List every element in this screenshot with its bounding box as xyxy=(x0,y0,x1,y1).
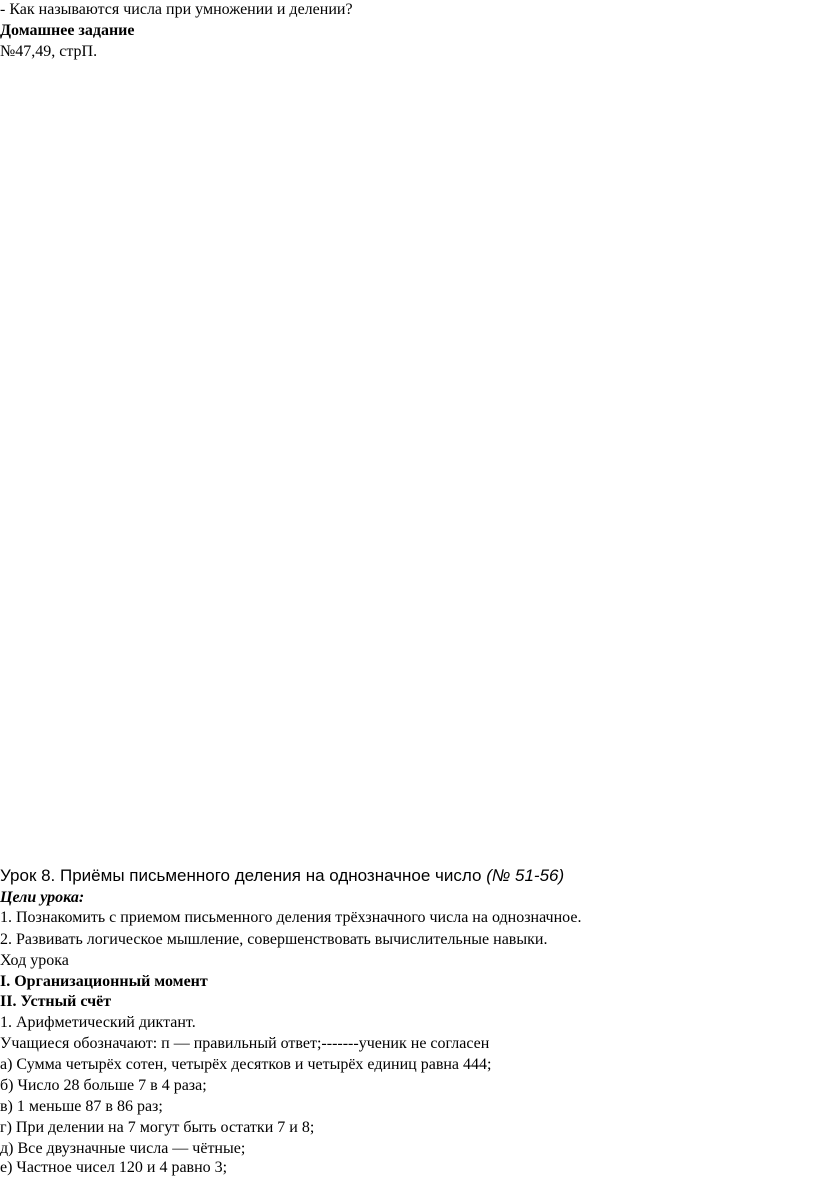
section-heading-2: II. Устный счёт xyxy=(0,993,112,1010)
lesson-title-text: Урок 8. Приёмы письменного деления на однозначное число xyxy=(0,866,487,885)
dictation-item: д) Все двузначные числа — чётные; xyxy=(0,1140,246,1157)
goal-item-2: 2. Развивать логическое мышление, совершенствовать вычислительные навыки. xyxy=(0,931,548,948)
lesson-title-ref: (№ 51-56) xyxy=(486,866,565,885)
dictation-title: 1. Арифметический диктант. xyxy=(0,1014,196,1031)
homework-heading: Домашнее задание xyxy=(0,22,135,39)
course-label: Ход урока xyxy=(0,952,69,969)
goal-item-1: 1. Познакомить с приемом письменного деления трёхзначного числа на однозначное. xyxy=(0,909,582,926)
instructions-line: Учащиеся обозначают: п — правильный ответ;-------ученик не согласен xyxy=(0,1035,490,1052)
dictation-item: г) При делении на 7 могут быть остатки 7 и 8; xyxy=(0,1119,315,1136)
homework-text: №47,49, стрП. xyxy=(0,43,98,60)
dictation-item: е) Частное чисел 120 и 4 равно 3; xyxy=(0,1159,228,1176)
question-line: - Как называются числа при умножении и делении? xyxy=(0,1,353,18)
dictation-item: б) Число 28 больше 7 в 4 раза; xyxy=(0,1077,207,1094)
dictation-item: в) 1 меньше 87 в 86 раз; xyxy=(0,1098,163,1115)
lesson-title xyxy=(0,866,564,886)
dictation-item: а) Сумма четырёх сотен, четырёх десятков и четырёх единиц равна 444; xyxy=(0,1056,492,1073)
goals-heading: Цели урока: xyxy=(0,889,85,906)
section-heading-1: I. Организационный момент xyxy=(0,973,208,990)
